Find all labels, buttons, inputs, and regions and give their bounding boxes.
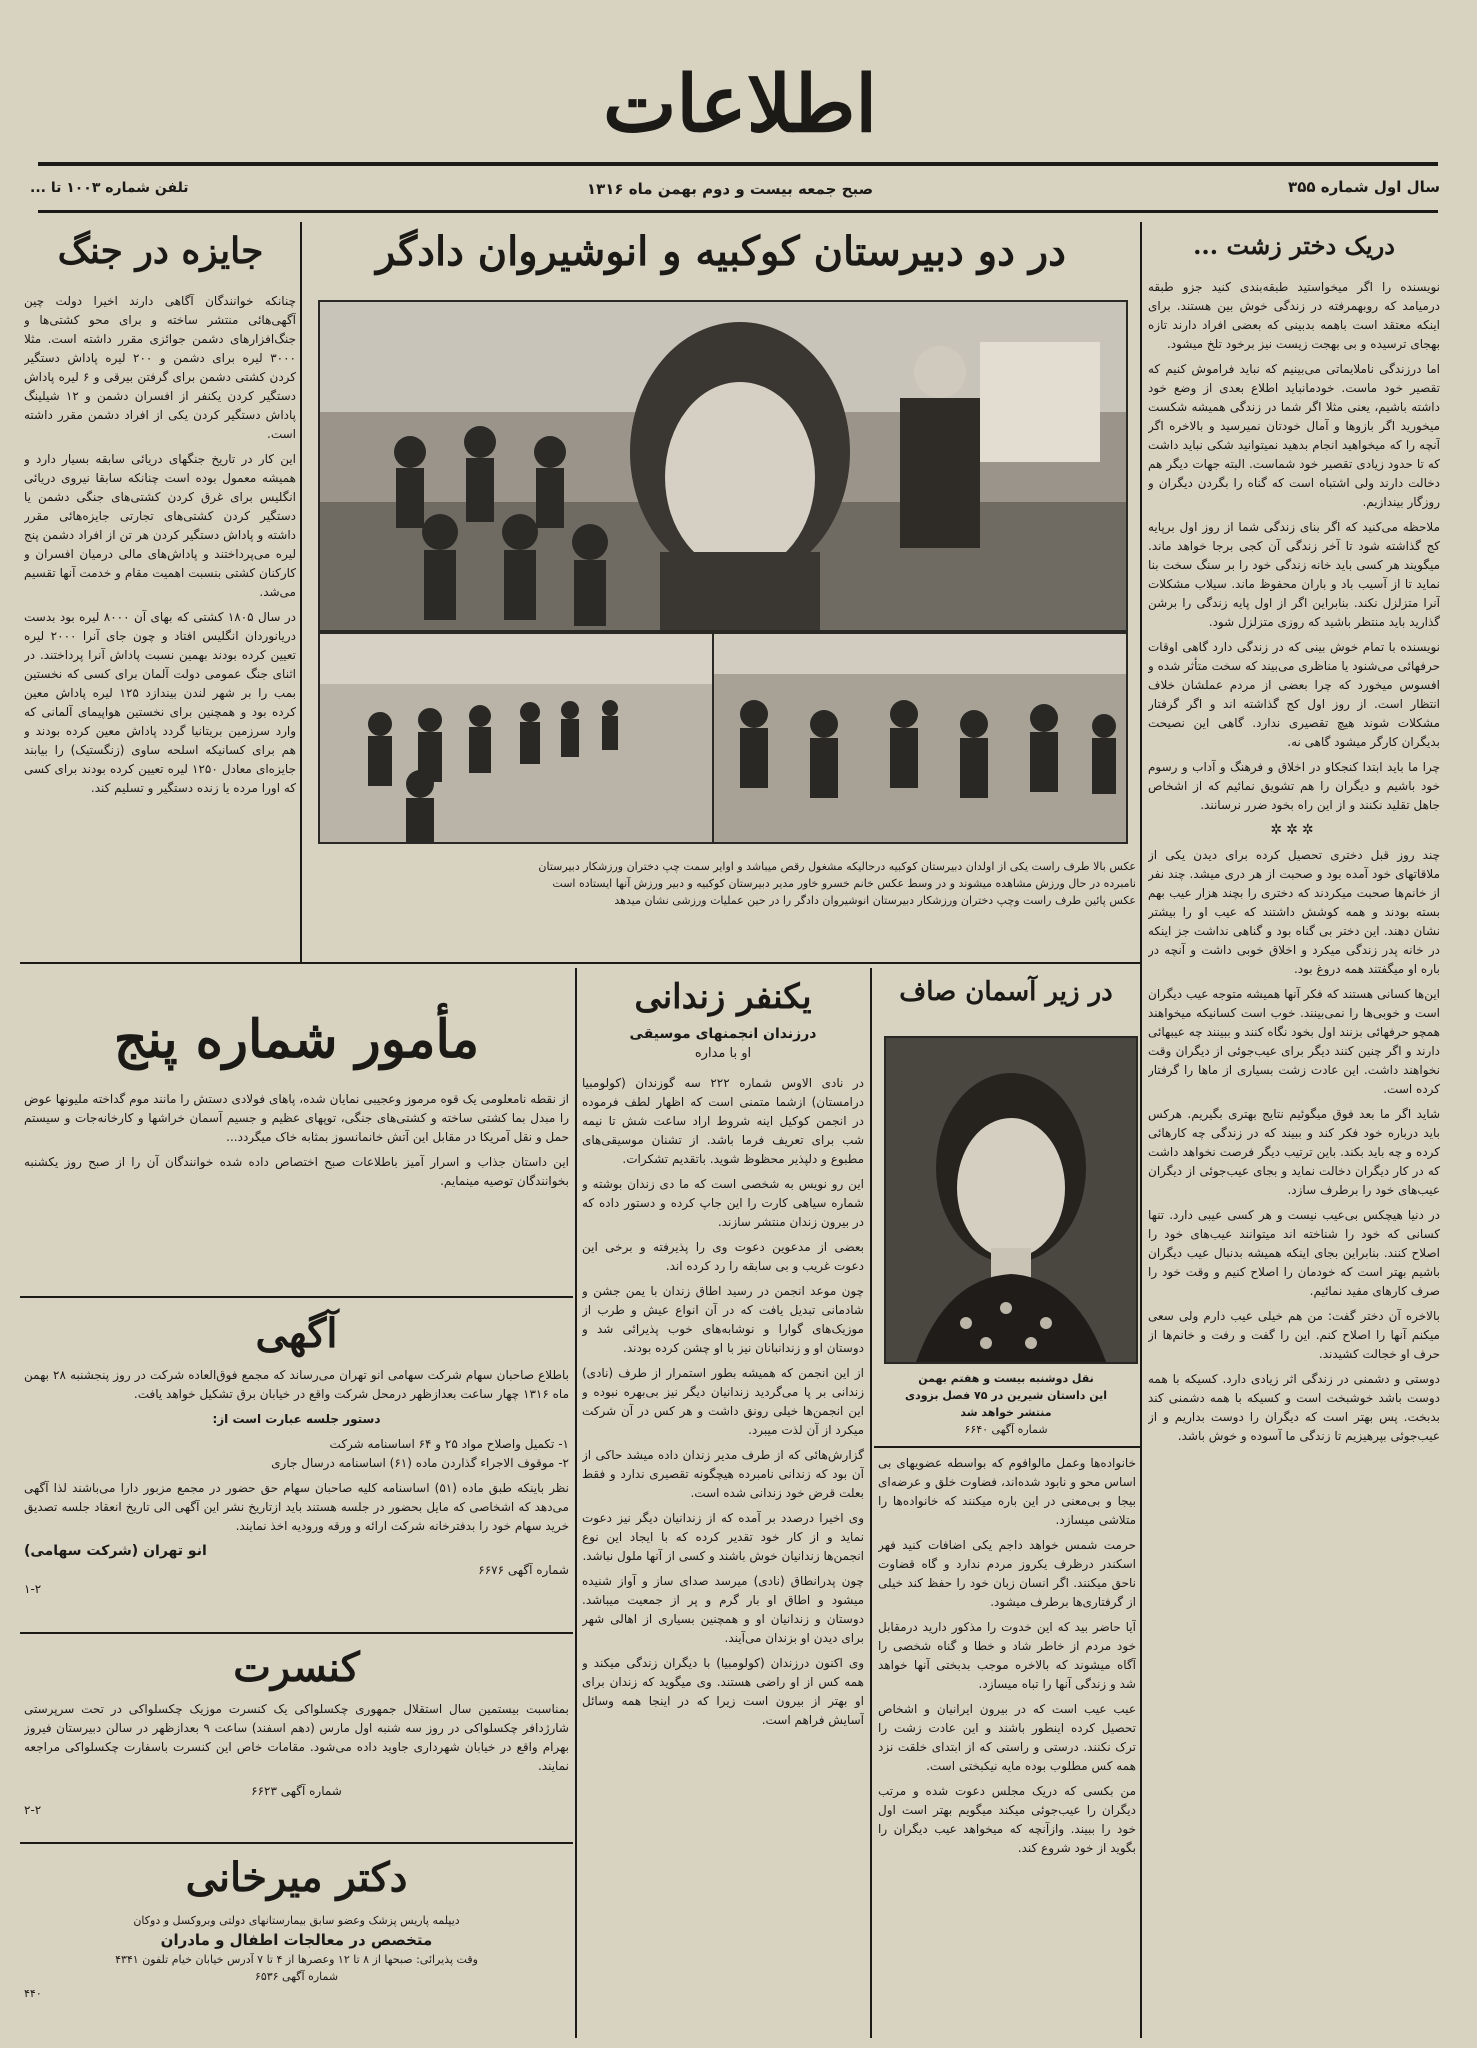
caption-line: این داستان شیرین در ۷۵ فصل بزودی [904,1389,1108,1402]
col-rule-4 [870,968,872,2038]
paragraph: بعضی از مدعوین دعوت وی را پذیرفته و برخی این دعوت غریب و بی سابقه را رد کرده اند. [582,1240,864,1273]
concert-rule [20,1842,573,1844]
zendani-subtitle-2: او با مداره [694,1046,752,1061]
doctor-title: دکتر میرخانی [185,1854,408,1901]
concert-title: کنسرت [233,1644,360,1691]
paragraph: این داستان جذاب و اسرار آمیز باطلاعات صبح اختصاص داده شده خوانندگان آن را از صبح روز یکشنبه بخوانندگان توصیه مینمایم. [24,1155,569,1188]
asman-rule [874,1446,1142,1448]
masthead-rule-top [38,162,1438,166]
asman-title: در زیر آسمان صاف [899,977,1113,1007]
zendani-subtitle-1: درزندان انجمنهای موسیقی [629,1026,817,1042]
caption-line: نقل دوشنبه بیست و هفتم بهمن [918,1372,1094,1385]
school-photo-bottom-right [712,632,1128,844]
paragraph: وی اخیرا درصدد بر آمده که از زندانیان دیگر نیز دعوت نماید و از کار خود تقدیر کرده که با ایجاد این نوع انجمن‌ها زندانیان خوش باشند و کسی از آنها ملول نباشد. [582,1511,864,1563]
zendani-title: یکنفر زندانی [634,977,812,1017]
paragraph: نظر باینکه طبق ماده (۵۱) اساسنامه کلیه صاحبان سهام حق حضور در مجمع مزبور دارا می‌باشند لذا آگهی می‌دهد که اشخاصی که مایل بحضور در جلسه هستند باید ازتاریخ نشر این آگهی الی تاریخ انعقاد جلسه تصدیق خرید سهام خود را بدفترخانه شرکت ارائه و ورقه ورودیه اخذ نمایند. [24,1481,569,1533]
col-rule-1 [1140,222,1142,1372]
paragraph: خانواده‌ها وعمل مالوافوم که بواسطه عضویهای بی اساس محو و نابود شده‌اند، فضاوت خلق و عرضه‌ای بیجا و بی‌معنی در این باره میکنند که خانواده‌ها را متلاشی میسازد. [878,1456,1136,1527]
paragraph: چون موعد انجمن در رسید اطاق زندان با یمن جشن و شادمانی تبدیل یافت که در آن انواع عیش و طرب از موزیک‌های گوارا و نوشابه‌های خوب پذیرائی شد و دوستان او و زندانبانان نیز با او چشن کرده بودند. [582,1284,864,1355]
phone-number: تلفن شماره ۱۰۰۳ تا ... [30,180,189,196]
doctor-ad-number: شماره آگهی ۶۵۳۶ [254,1970,339,1983]
paragraph: چنانکه خوانندگان آگاهی دارند اخیرا دولت چین آگهی‌هائی منتشر ساخته و برای محو کشتی‌ها و جنگ‌افزارهای دشمن جوائزی مقرر داشته است. مثلا ۳۰۰۰ لیره برای دشمن و ۲۰۰ لیره پاداش دستگیر کردن کشتی دشمن برای گرفتن بیرقی و ۶ لیره پاداش دستگیر کردن یکنفر از افسران دشمن و ۱۲ شیلینگ پاداش دستگیر کردن یکی از افراد دشمن مقرر داشته است. [24,294,296,441]
paragraph: حرمت شمس خواهد داجم یکی اضافات کنید فهر اسکندر درظرف یکروز مردم ندارد و گاه قضاوت ناحق میکنند. اگر انسان زبان خود را حفظ کند خیلی از گرفتاری‌ها برطرف میشود. [878,1538,1136,1609]
paragraph: چند روز قبل دختری تحصیل کرده برای دیدن یکی از ملاقاتهای خود آمده بود و صحبت از هر دری میشد. چند نفر از خانم‌ها صحبت میکردند که دختری را بچند هزار عیب بهم بسته بودند و همه کوشش داشتند که عیب او را بیشتر نشان دهند. این دختر بی گناه بود و گناهی نداشت جز اینکه در خانه پدر زندگی میکرد و اخلاق خوبی داشت و آنچه در باره او میگفتند همه دروغ بود. [1148,848,1440,976]
paragraph: نویسنده با تمام خوش بینی که در زندگی دارد گاهی اوقات حرفهائی می‌شنود یا مناظری می‌بیند که سخت متأثر شده و افسوس میخورد که چرا بعضی از مردم عملشان خلاف انتظار است. از روز اول کج گذاشته اند و اگر گرفتار مشکلات شوند هیچ تقصیری ندارد. گاهی این نصیحت بدیگران کارگر میشود گاهی نه. [1148,640,1440,749]
concert-ad-number: شماره آگهی ۶۶۲۳ [251,1784,342,1798]
paragraph: چرا ما باید ابتدا کنجکاو در اخلاق و فرهنگ و آداب و رسوم خود باشیم و دیگران را هم تشویق نمائیم که از اشخاص جاهل تقلید نکنند و از این راه بخود ضرر نرسانند. [1148,760,1440,812]
agenda-item: ۲- موقوف الاجراء گذاردن ماده (۶۱) اساسنامه درسال جاری [271,1456,569,1470]
caption-line: منتشر خواهد شد [960,1406,1052,1419]
paragraph: شاید اگر ما بعد فوق میگوئیم نتایج بهتری بگیریم. هرکس باید درباره خود فکر کند و ببیند که در زندگی چه کارهائی کرده و چه باید بکند. باین ترتیب دیگر فرصت نخواهد داشت که در کار دیگران دخالت نماید و بجای عیب‌جوئی از دیگران عیب‌های خود را برطرف سازد. [1148,1107,1440,1197]
paragraph: گزارش‌هائی که از طرف مدیر زندان داده میشد حاکی از آن بود که زندانی نامبرده هیچگونه تقصیری ندارد و فقط بعلت قرض خود زندانی شده است. [582,1448,864,1500]
paragraph: ملاحظه می‌کنید که اگر بنای زندگی شما از روز اول برپایه کج گذاشته شود تا آخر زندگی آن کجی برجا خواهد ماند. میگویند هر کسی باید خانه زندگی خود را بر سنگ سخت بنا نماید تا از آسیب باد و باران محفوظ ماند. سیلاب مشکلات آنرا متزلزل نکند. بنابراین اگر از اول پایه زندگی را برشن گذارید باید منتظر باشید که روزی متزلزل شود. [1148,520,1440,629]
school-photo-top [318,300,1128,632]
portrait-image [886,1038,1136,1362]
paragraph: در دنیا هیچکس بی‌عیب نیست و هر کسی عیبی دارد. تنها کسانی که خود را شناخته اند میتوانند عیب‌های خود را اصلاح کنند. بنابراین بجای اینکه همیشه بدنبال عیب دیگران باشیم بهتر است که خودمان را اصلاح کنیم و وقت خود را صرف کارهای مفید نمائیم. [1148,1208,1440,1298]
portrait-photo [884,1036,1138,1364]
dokhtar-title: دریک دختر زشت ... [1193,231,1395,260]
paragraph: اما درزندگی ناملایماتی می‌بینیم که نباید فراموش کنیم که تقصیر خود ماست. خودمانباید اطلاع بعدی از وضع خود داشته باشیم، یعنی مثلا اگر شما در زندگی همیشه شکست میخورید اگر بازوها و آمال خودتان نمیرسید و بالاخره اگر آنچه را که میخواهید انجام بدهید نمیتوانید شکی نباید داشت که تا حدود زیادی تقصیر خود شماست. البته جهات دیگر هم دخالت دارند ولی اشتباه است که گناه را بگردن دیگران و روزگار بیندازیم. [1148,362,1440,509]
caption-line: نامبرده در حال ورزش مشاهده میشوند و در وسط عکس خانم خسرو خاور مدیر دبیرستان کوکبیه و دبیر ورزش آنها ایستاده است [552,877,1136,890]
issue-number: سال اول شماره ۳۵۵ [1288,178,1440,196]
agahi-title: آگهی [255,1310,338,1357]
dokhtar-body [1148,278,1440,2018]
agahi-rule [20,1632,573,1634]
paragraph: نویسنده را اگر میخواستید طبقه‌بندی کنید جزو طبقه درمیامد که روبهمرفته در زندگی خوش بین هستند. برای اینکه معتقد است باهمه بدبینی که بعضی افراد دارند تازه بهجای ترسیده و بی بهجت زیست نیز برخود تلخ میشود. [1148,280,1440,351]
paragraph: از نقطه نامعلومی یک قوه مرموز وعجیبی نمایان شده، پاهای فولادی دستش را مانند موم گداخته ملیونها عوض را مبدل بما کشتی ساخته و کشتی‌های جنگی، توپهای عظیم و جسیم آسمان خراشها و کارخانه‌جات و سیستم حمل و نقل آمریکا در مقابل این آتش خانمانسوز بمثابه خاک میگردد... [24,1092,569,1144]
caption-line: عکس پائین طرف راست وچپ دختران ورزشکار دبیرستان انوشیروان دادگر را در حین عملیات ورزشی نشان میدهد [614,894,1136,907]
school-photo-bottom-right-image [714,634,1126,842]
paragraph: چون پدرانطاق (نادی) میرسد صدای ساز و آواز شنیده میشود و اطاق او بار گرم و پر از جمعیت میباشد. دوستان و زندانیان او و همچنین بسیاری از اهالی شهر برای دیدن او بزندان می‌آیند. [582,1574,864,1645]
portrait-caption [876,1370,1136,1438]
paragraph: باطلاع صاحبان سهام شرکت سهامی انو تهران می‌رساند که مجمع فوق‌العاده شرکت در روز پنجشنبه ۲۸ بهمن ماه ۱۳۱۶ چهار ساعت بعدازظهر درمحل شرکت واقع در خیابان برق تشکیل خواهد یافت. [24,1368,569,1401]
agenda-item: ۱- تکمیل واصلاح مواد ۲۵ و ۶۴ اساسنامه شرکت [329,1437,569,1451]
concert-code: ۲-۲ [24,1803,42,1817]
paragraph: وی اکنون درزندان (کولومبیا) با دیگران زندگی میکند و همه کس از او راضی هستند. وی میگوید که زندان برای او بهتر از بیرون است زیرا که در اینجا همه وسائل آسایش فراهم است. [582,1656,864,1727]
doctor-code: ۴۴۰ [24,1987,42,2000]
agahi-body [24,1366,569,1626]
paragraph: من بکسی که دریک مجلس دعوت شده و مرتب دیگران را عیب‌جوئی میکند میگویم بهتر است اول خود را ببیند. وازآنچه که میخواهد عیب دیگران را بگوید از خود شروع کند. [878,1784,1136,1855]
paragraph: در سال ۱۸۰۵ کشتی که بهای آن ۸۰۰۰ لیره بود بدست دریانوردان انگلیس افتاد و چون جای آنرا ۲۰۰۰ لیره تعیین کرده بودند بهمین نسبت پاداش آنرا پرداختند. در اثنای جنگ عمومی دولت آلمان برای کسی که نخستین بمب را بر شهر لندن بیندازد ۱۲۵ لیره پاداش معین کرده بود و همچنین برای نخستین هواپیمای آلمانی که وارد سرزمین بریتانیا گردد پاداش معین کرده بودند و هم برای کسانیکه اسلحه ساوی (زنگستیک) را بیابند جایزه‌ای معادل ۱۲۵۰ لیره تعیین کرده بودند برای کسی که اورا مرده یا زنده دستگیر و تسلیم کند. [24,610,296,795]
agenda-title: دستور جلسه عبارت است از: [212,1412,381,1426]
col-rule-5 [1140,1372,1142,2038]
paragraph: آیا حاضر بید که این خدوت را مذکور دارید درمقابل خود مردم از خاطر شاد و خطا و گناه شخصی را آگاه میشوند که بالاخره موجب بدبختی آنها خواهد شد و زندگی آنها را تباه میسازد. [878,1620,1136,1691]
asman-body [878,1454,1136,2034]
doctor-line: دیپلمه پاریس پزشک وعضو سابق بیمارستانهای دولتی وبروکسل و دوکان [133,1914,460,1927]
section-stars: ✲✲✲ [1270,822,1318,838]
caption-line: عکس بالا طرف راست یکی از اولدان دبیرستان کوکبیه درحالیکه مشغول رقص میباشد و اوایر سمت چپ دختران ورزشکار دبیرستان [538,860,1136,873]
doctor-specialty: متخصص در معالجات اطفال و مادران [160,1931,433,1949]
zendani-body [582,1074,864,2034]
mamoor-body [24,1090,569,1290]
paragraph: عیب عیب است که در بیرون ایرانیان و اشخاص تحصیل کرده اینطور باشند و این عادت زشت را ترک نکنند. درستی و راستی که از ابتدای خلقت نزد همه کس مطلوب بوده مایه نیکبختی است. [878,1702,1136,1773]
agahi-code: ۱-۲ [24,1582,42,1596]
school-photo-bottom-left [318,632,714,844]
jayeze-body [24,292,296,952]
school-photo-top-image [320,302,1126,630]
paragraph: بالاخره آن دختر گفت: من هم خیلی عیب دارم ولی سعی میکنم آنها را اصلاح کنم. این را گفت و رفت و خانم‌ها از حرف او خجالت کشیدند. [1148,1309,1440,1361]
section-rule-mid [20,962,1142,964]
col-rule-3 [575,968,577,2038]
doctor-body [24,1912,569,2002]
paragraph: در نادی الاوس شماره ۲۲۲ سه گوزندان (کولومبیا درامستان) ازشما متمنی است که اظهار لطف فرموده در انجمن کوکیل اینه شروط اراد ساعت شش تا نیمه شب برای تعریف فرما باشد. از تشنان موسیقی‌های مطبوع و دلپذیر محظوظ شوید. باتقدیم تشکرات. [582,1076,864,1166]
paragraph: این‌ها کسانی هستند که فکر آنها همیشه متوجه عیب دیگران است و خوبی‌ها را نمی‌بینند. خوب است کسانیکه میخواهند همچو حرفهائی بزنند اول بخود نگاه کنند و ببینند چه عیبهائی دارند و اگر چنین کنند دیگر برای عیب‌جوئی از دیگران وقت نخواهند داشت. این عادت زشت بسیاری از ماها را گرفتار کرده است. [1148,987,1440,1096]
jayeze-title: جایزه در جنگ [57,230,264,272]
masthead-title: اطلاعات [602,59,878,150]
paragraph: از این انجمن که همیشه بطور استمرار از طرف (نادی) زندانی بر پا می‌گردید زندانیان دیگر نیز بی‌بهره نبوده و این انجمن‌ها خیلی رونق داشت و هر کس در آن شرکت میکرد از آن لذت میبرد. [582,1366,864,1437]
paragraph: این کار در تاریخ جنگهای دریائی سابقه بسیار دارد و همیشه معمول بوده است چنانکه سابقا نیروی دریائی انگلیس برای غرق کردن کشتی‌های جنگی دشمن یا دستگیر کردن کشتی‌های تجارتی جایزه‌هائی مقرر داشته و پاداش دستگیر کردن هر تن از افراد دشمن پنج لیره می‌پرداختند و پاداش‌های مالی درمیان افسران و کارکنان کشتی بنسبت اهمیت مقام و خدمت آنها تقسیم می‌شد. [24,452,296,599]
concert-body [24,1700,569,1840]
dabirestan-title: در دو دبیرستان کوکبیه و انوشیروان دادگر [376,228,1066,275]
issue-date: صبح جمعه بیست و دوم بهمن ماه ۱۳۱۶ [586,180,874,198]
school-photo-bottom-left-image [320,634,712,842]
agahi-ad-number: شماره آگهی ۶۶۷۶ [478,1563,569,1577]
mamoor-rule [20,1296,573,1298]
agahi-signature: انو تهران (شرکت سهامی) [24,1543,207,1559]
paragraph: دوستی و دشمنی در زندگی اثر زیادی دارد. کسیکه با همه دوست باشد خوشبخت است و کسیکه با همه دشمنی کند بدبخت. پس بهتر است که دیگران را دوست بداریم و از عیب‌جوئی بپرهیزیم تا زندگی ما آسوده و خوش باشد. [1148,1372,1440,1443]
paragraph: این رو نویس به شخصی است که ما دی زندان بوشته و شماره سیاهی کارت را این جاپ کرده و دستور داده که در بیرون زندان منتشر سازند. [582,1177,864,1229]
col-rule-2 [300,222,302,962]
mamoor-title: مأمور شماره پنج [113,1009,480,1070]
paragraph: بمناسبت بیستمین سال استقلال جمهوری چکسلواکی یک کنسرت موزیک چکسلواکی در تحت سرپرستی شارژدافر چکسلواکی در روز سه شنبه اول مارس (دهم اسفند) ساعت ۹ بعدازظهر در سالن دبیرستان فیروز بهرام واقع در خیابان شهرداری جاوید داده می‌شود. مقامات خاص این کنسرت باسفارت چکسلواکی مراجعه نمایند. [24,1702,569,1773]
dabirestan-caption [310,858,1136,909]
doctor-hours: وقت پذیرائی: صبحها از ۸ تا ۱۲ وعصرها از ۴ تا ۷ آدرس خیابان خیام تلفون ۴۳۴۱ [115,1953,478,1966]
asman-ad-number: شماره آگهی ۶۶۴۰ [964,1423,1048,1436]
masthead-rule-bottom [38,210,1438,213]
